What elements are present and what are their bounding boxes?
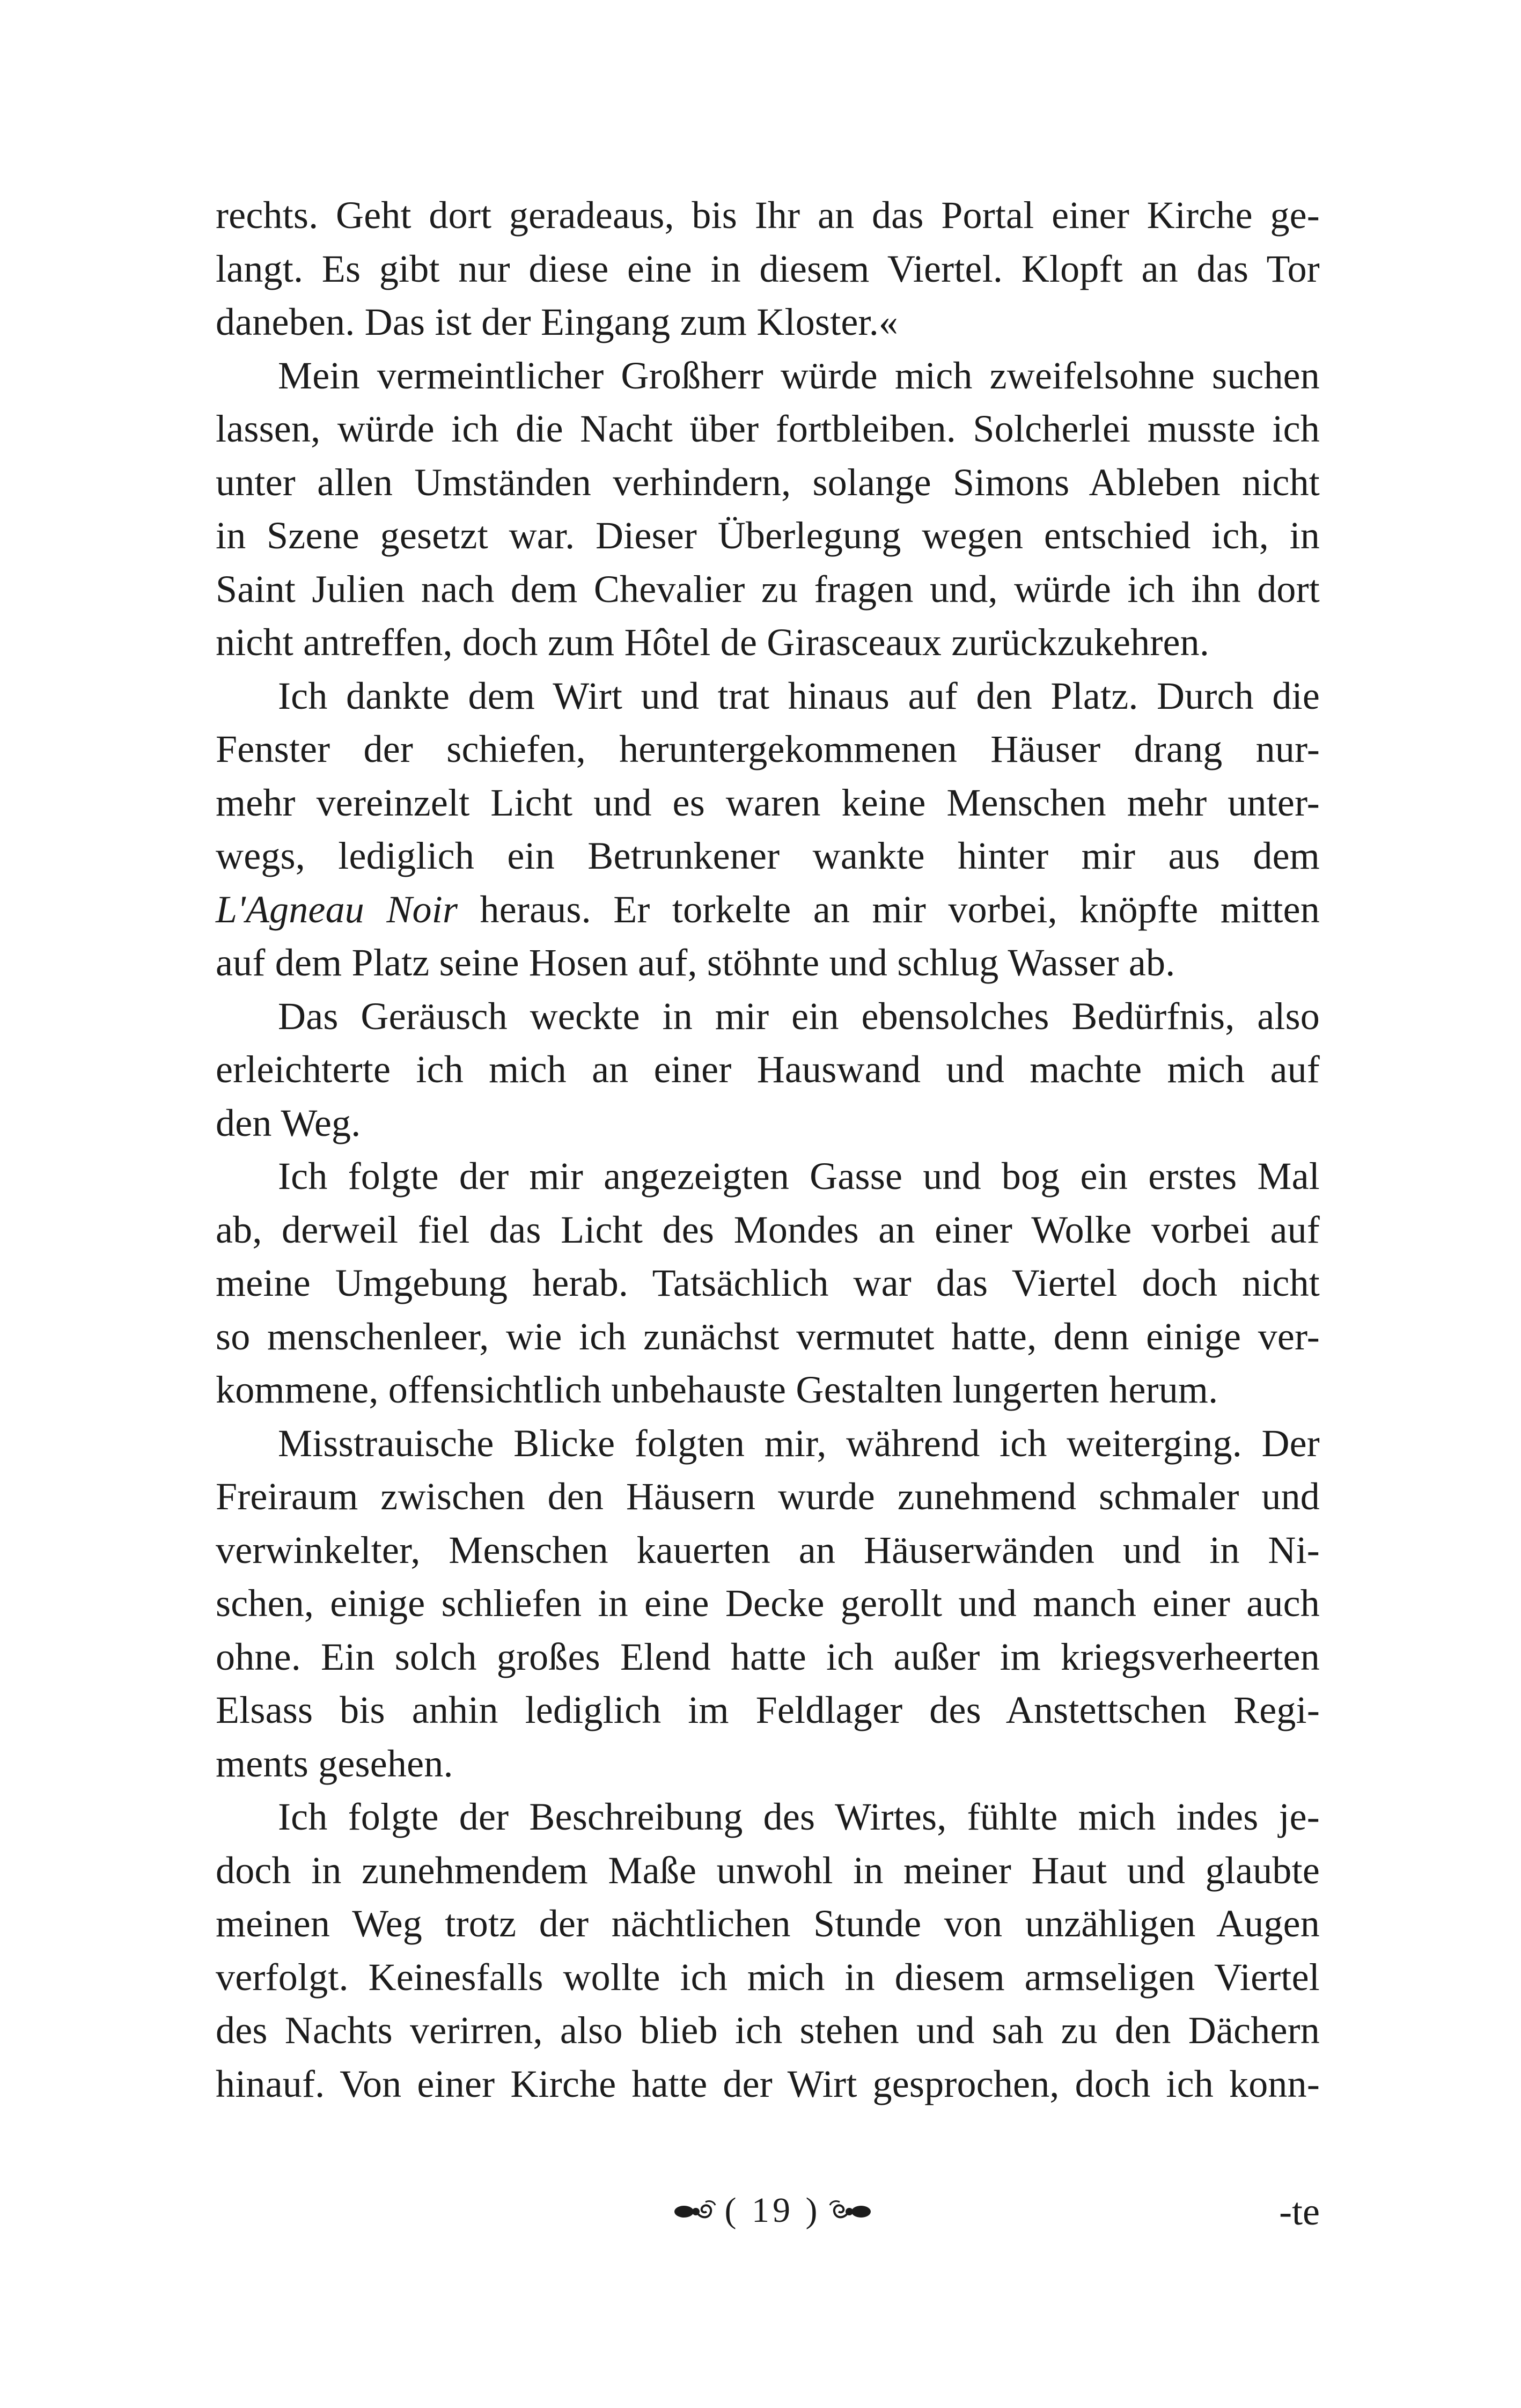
text-line: Ich folgte der mir angezeigten Gasse und bog ein erstes Mal — [278, 1155, 1320, 1198]
catchword: -te — [1279, 2190, 1320, 2233]
text-line: schen, einige schliefen in eine Decke gerollt und manch einer auch — [216, 1582, 1320, 1625]
text-line: Saint Julien nach dem Chevalier zu fragen und, würde ich ihn dort — [216, 567, 1320, 611]
text-line: hinauf. Von einer Kirche hatte der Wirt gesprochen, doch ich konn- — [216, 2062, 1320, 2105]
text-line: unter allen Umständen verhindern, solange Simons Ableben nicht — [216, 460, 1320, 504]
ornament-left-icon — [672, 2198, 717, 2223]
text-line: ab, derweil fiel das Licht des Mondes an einer Wolke vorbei auf — [216, 1208, 1320, 1251]
text-line: Ich dankte dem Wirt und trat hinaus auf den Platz. Durch die — [278, 674, 1320, 717]
page-number: ( 19 ) — [724, 2191, 821, 2230]
text-line: Misstrauische Blicke folgten mir, während ich weiterging. Der — [278, 1421, 1320, 1465]
text-line: daneben. Das ist der Eingang zum Kloster.« — [216, 300, 899, 343]
text-line: verfolgt. Keinesfalls wollte ich mich in diesem armseligen Viertel — [216, 1955, 1320, 1999]
text-line: ments gesehen. — [216, 1742, 453, 1785]
text-line: ohne. Ein solch großes Elend hatte ich außer im kriegsverheerten — [216, 1635, 1320, 1678]
page-footer — [0, 2178, 1521, 2243]
text-line-rest: heraus. Er torkelte an mir vorbei, knöpfte mitten — [458, 887, 1320, 931]
text-line: meinen Weg trotz der nächtlichen Stunde von unzähligen Augen — [216, 1902, 1320, 1945]
text-line: Elsass bis anhin lediglich im Feldlager des Anstettschen Regi- — [216, 1688, 1320, 1731]
paragraph — [216, 189, 1320, 349]
ornament-right-icon — [828, 2198, 873, 2223]
italic-inn-name: L'Agneau Noir — [216, 887, 458, 931]
text-line: den Weg. — [216, 1101, 361, 1144]
text-line: mehr vereinzelt Licht und es waren keine Menschen mehr unter- — [216, 781, 1320, 824]
text-line: Das Geräusch weckte in mir ein ebensolches Bedürfnis, also — [278, 994, 1320, 1038]
text-line: Ich folgte der Beschreibung des Wirtes, fühlte mich indes je- — [278, 1795, 1320, 1838]
text-line: erleichterte ich mich an einer Hauswand und machte mich auf — [216, 1048, 1320, 1091]
paragraph — [216, 349, 1320, 670]
text-line: kommene, offensichtlich unbehauste Gestalten lungerten herum. — [216, 1368, 1218, 1411]
text-line: doch in zunehmendem Maße unwohl in meiner Haut und glaubte — [216, 1848, 1320, 1892]
paragraph — [216, 1790, 1320, 2111]
text-line: langt. Es gibt nur diese eine in diesem Viertel. Klopft an das Tor — [216, 247, 1320, 290]
text-line: so menschenleer, wie ich zunächst vermutet hatte, denn einige ver- — [216, 1315, 1320, 1358]
text-line: auf dem Platz seine Hosen auf, stöhnte und schlug Wasser ab. — [216, 941, 1175, 984]
text-line: nicht antreffen, doch zum Hôtel de Girasceaux zurückzukehren. — [216, 621, 1210, 664]
text-line: wegs, lediglich ein Betrunkener wankte hinter mir aus dem — [216, 834, 1320, 877]
folio — [660, 2189, 885, 2232]
text-line: Fenster der schiefen, heruntergekommenen Häuser drang nur- — [216, 728, 1320, 770]
text-line: Mein vermeintlicher Großherr würde mich zweifelsohne suchen — [278, 354, 1320, 397]
text-line: des Nachts verirren, also blieb ich stehen und sah zu den Dächern — [216, 2009, 1320, 2052]
text-line-with-italic — [216, 883, 1320, 937]
text-line: rechts. Geht dort geradeaus, bis Ihr an das Portal einer Kirche ge- — [216, 194, 1320, 237]
paragraph — [216, 990, 1320, 1150]
text-line: meine Umgebung herab. Tatsächlich war das Viertel doch nicht — [216, 1261, 1320, 1304]
paragraph — [216, 670, 1320, 990]
text-line: verwinkelter, Menschen kauerten an Häuserwänden und in Ni- — [216, 1528, 1320, 1572]
paragraph — [216, 1417, 1320, 1791]
paragraph — [216, 1150, 1320, 1417]
text-line: in Szene gesetzt war. Dieser Überlegung wegen entschied ich, in — [216, 514, 1320, 557]
body-text — [216, 189, 1320, 2111]
text-line: lassen, würde ich die Nacht über fortbleiben. Solcherlei musste ich — [216, 407, 1320, 450]
text-line: Freiraum zwischen den Häusern wurde zunehmend schmaler und — [216, 1475, 1320, 1518]
